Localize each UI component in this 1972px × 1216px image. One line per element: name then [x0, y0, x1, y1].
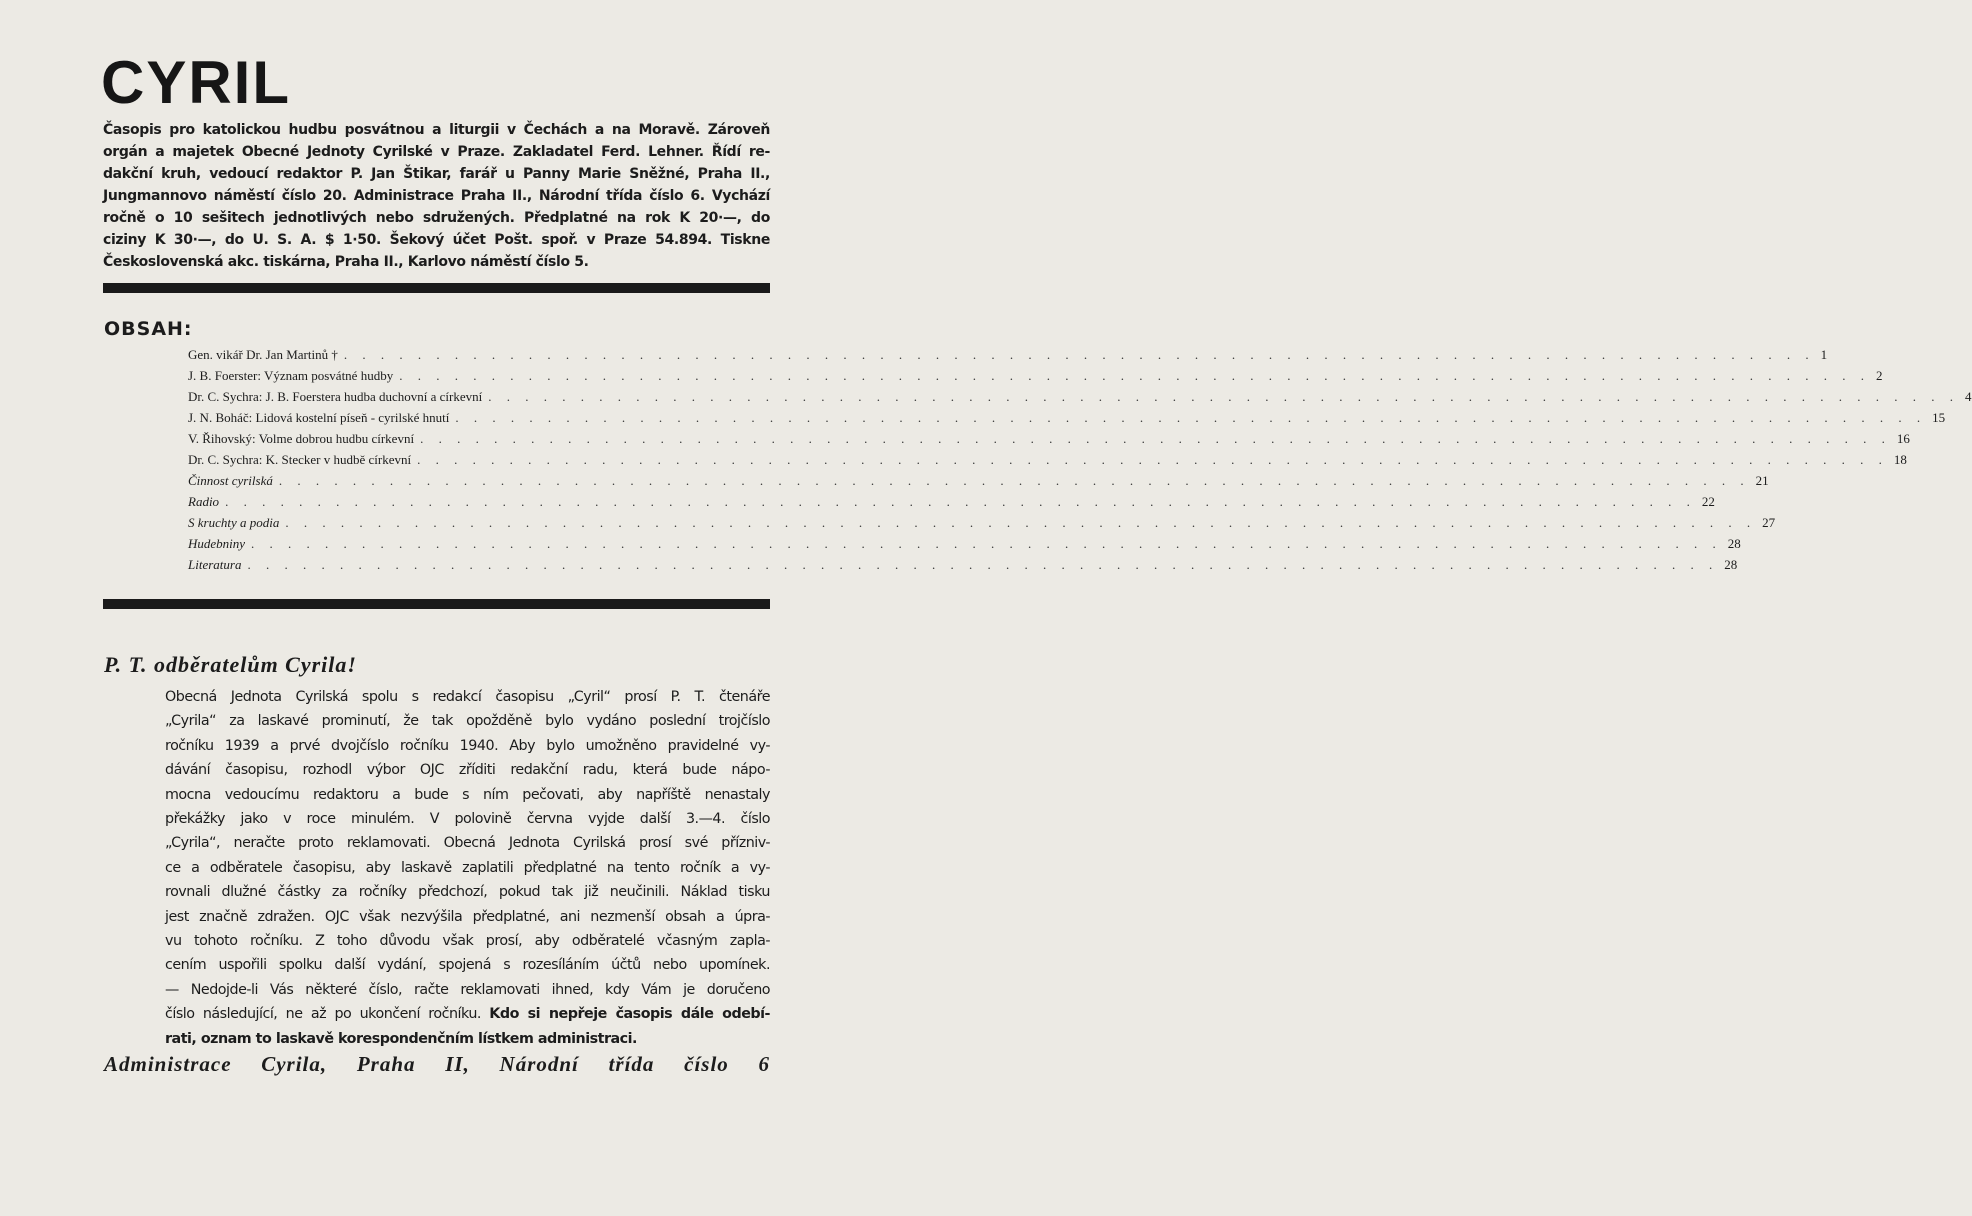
notice-line: rovnali dlužné částky za ročníky předchozí, pokud tak již neučinili. Náklad tisku	[165, 884, 770, 901]
toc-leader-dots: . . . . . . . . . . . . . . . . . . . . . . . . . . . . . . . . . . . . . . . . . . . . . . . . . . . . . . . . . . . . . . . . . . . . . . . . . . . . . . . .	[251, 536, 1722, 551]
masthead-line: orgán a majetek Obecné Jednoty Cyrilské v Praze. Zakladatel Ferd. Lehner. Řídí re-	[103, 144, 770, 160]
divider-bar	[103, 283, 770, 293]
toc-leader-dots: . . . . . . . . . . . . . . . . . . . . . . . . . . . . . . . . . . . . . . . . . . . . . . . . . . . . . . . . . . . . . . . . . . . . . . . . . . . . . . . .	[343, 347, 1815, 362]
toc-entry	[188, 535, 1741, 553]
masthead-line: Jungmannovo náměstí číslo 20. Administrace Praha II., Národní třída číslo 6. Vychází	[103, 188, 770, 204]
notice-line: jest značně zdražen. OJC však nezvýšila předplatné, ani nezmenší obsah a úpra-	[165, 908, 770, 925]
toc-entry	[188, 472, 1769, 490]
toc-page-number: 16	[1896, 431, 1910, 446]
toc-entry-title: Dr. C. Sychra: K. Stecker v hudbě církevní	[188, 452, 412, 467]
toc-entry	[188, 514, 1776, 532]
notice-line: dávání časopisu, rozhodl výbor OJC zříditi redakční radu, která bude nápo-	[165, 762, 770, 779]
toc-entry-title: V. Řihovský: Volme dobrou hudbu církevní	[188, 431, 415, 446]
toc-leader-dots: . . . . . . . . . . . . . . . . . . . . . . . . . . . . . . . . . . . . . . . . . . . . . . . . . . . . . . . . . . . . . . . . . . . . . . . . . . . . . . . .	[455, 410, 1927, 425]
toc-entry	[188, 451, 1907, 469]
masthead-line: dakční kruh, vedoucí redaktor P. Jan Štikar, farář u Panny Marie Sněžné, Praha II.,	[103, 166, 770, 182]
toc-page-number: 27	[1762, 515, 1776, 530]
toc-entry-title: Dr. C. Sychra: J. B. Foerstera hudba duchovní a církevní	[188, 389, 483, 404]
masthead-line: ročně o 10 sešitech jednotlivých nebo sdružených. Předplatné na rok K 20·—, do	[103, 210, 770, 226]
notice-line: překážky jako v roce minulém. V polovině června vyjde další 3.—4. číslo	[165, 811, 770, 827]
toc-leader-dots: . . . . . . . . . . . . . . . . . . . . . . . . . . . . . . . . . . . . . . . . . . . . . . . . . . . . . . . . . . . . . . . . . . . . . . . . . . . . . . . .	[278, 473, 1750, 488]
notice-line: ce a odběratele časopisu, aby laskavě zaplatili předplatné na tento ročník a vy-	[165, 859, 770, 876]
notice-line: cením uspořili spolku další vydání, spojená s rozesíláním účtů nebo upomínek.	[165, 957, 770, 974]
contents-heading: OBSAH:	[104, 318, 193, 340]
toc-entry-title: Hudebniny	[188, 536, 246, 551]
toc-leader-dots: . . . . . . . . . . . . . . . . . . . . . . . . . . . . . . . . . . . . . . . . . . . . . . . . . . . . . . . . . . . . . . . . . . . . . . . . . . . . . . . .	[420, 431, 1891, 446]
notice-line: — Nedojde-li Vás některé číslo, račte reklamovati ihned, kdy Vám je doručeno	[165, 981, 770, 998]
toc-entry	[188, 556, 1738, 574]
notice-line	[165, 1004, 770, 1024]
notice-heading: P. T. odběratelům Cyrila!	[104, 652, 357, 677]
toc-page-number: 1	[1820, 347, 1828, 362]
toc-entry	[188, 346, 1828, 364]
toc-page-number: 4	[1965, 389, 1972, 404]
toc-page-number: 18	[1893, 452, 1907, 467]
masthead-line: ciziny K 30·—, do U. S. A. $ 1·50. Šekový účet Pošt. spoř. v Praze 54.894. Tiskne	[103, 232, 770, 248]
toc-entry	[188, 367, 1883, 385]
notice-line: mocna vedoucímu redaktoru a bude s ním pečovati, aby napříště nenastaly	[165, 786, 770, 803]
toc-page-number: 2	[1875, 368, 1883, 383]
masthead-line: Československá akc. tiskárna, Praha II., Karlovo náměstí číslo 5.	[103, 254, 589, 270]
toc-leader-dots: . . . . . . . . . . . . . . . . . . . . . . . . . . . . . . . . . . . . . . . . . . . . . . . . . . . . . . . . . . . . . . . . . . . . . . . . . . . . . . . .	[285, 515, 1757, 530]
toc-leader-dots: . . . . . . . . . . . . . . . . . . . . . . . . . . . . . . . . . . . . . . . . . . . . . . . . . . . . . . . . . . . . . . . . . . . . . . . . . . . . . . . .	[488, 389, 1959, 404]
notice-line: „Cyrila“ za laskavé prominutí, že tak opožděně bylo vydáno poslední trojčíslo	[165, 713, 770, 730]
toc-entry-title: S kruchty a podia	[188, 515, 280, 530]
toc-page-number: 22	[1701, 494, 1715, 509]
notice-bold-line: rati, oznam to laskavě korespondenčním lístkem administraci.	[165, 1030, 637, 1047]
toc-leader-dots: . . . . . . . . . . . . . . . . . . . . . . . . . . . . . . . . . . . . . . . . . . . . . . . . . . . . . . . . . . . . . . . . . . . . . . . . . . . . . . . .	[225, 494, 1696, 509]
masthead-line: Časopis pro katolickou hudbu posvátnou a liturgii v Čechách a na Moravě. Zároveň	[103, 122, 770, 138]
toc-page-number: 21	[1755, 473, 1769, 488]
toc-entry	[188, 430, 1910, 448]
divider-bar	[103, 599, 770, 609]
toc-entry-title: Činnost cyrilská	[188, 473, 273, 488]
toc-page-number: 28	[1724, 557, 1738, 572]
toc-page-number: 28	[1727, 536, 1741, 551]
magazine-title: CYRIL	[101, 49, 291, 116]
toc-entry-title: J. N. Boháč: Lidová kostelní píseň - cyrilské hnutí	[188, 410, 450, 425]
toc-leader-dots: . . . . . . . . . . . . . . . . . . . . . . . . . . . . . . . . . . . . . . . . . . . . . . . . . . . . . . . . . . . . . . . . . . . . . . . . . . . . . . . .	[417, 452, 1888, 467]
notice-line: „Cyrila“, neračte proto reklamovati. Obecná Jednota Cyrilská prosí své přízniv-	[165, 835, 770, 852]
notice-line: ročníku 1939 a prvé dvojčíslo ročníku 1940. Aby bylo umožněno pravidelné vy-	[165, 737, 770, 754]
notice-line: vu tohoto ročníku. Z toho důvodu však prosí, aby odběratelé včasným zapla-	[165, 933, 770, 949]
notice-line: Obecná Jednota Cyrilská spolu s redakcí časopisu „Cyril“ prosí P. T. čtenáře	[165, 689, 770, 705]
toc-entry-title: Radio	[188, 494, 220, 509]
toc-entry-title: Literatura	[188, 557, 242, 572]
toc-entry	[188, 388, 1972, 406]
toc-leader-dots: . . . . . . . . . . . . . . . . . . . . . . . . . . . . . . . . . . . . . . . . . . . . . . . . . . . . . . . . . . . . . . . . . . . . . . . . . . . . . . . .	[247, 557, 1719, 572]
toc-entry	[188, 409, 1946, 427]
toc-entry-title: J. B. Foerster: Význam posvátné hudby	[188, 368, 394, 383]
notice-text: číslo následující, ne až po ukončení ročníku.	[165, 1006, 490, 1023]
notice-bold-text: Kdo si nepřeje časopis dále odebí-	[489, 1006, 770, 1023]
toc-page-number: 15	[1932, 410, 1946, 425]
toc-leader-dots: . . . . . . . . . . . . . . . . . . . . . . . . . . . . . . . . . . . . . . . . . . . . . . . . . . . . . . . . . . . . . . . . . . . . . . . . . . . . . . . .	[399, 368, 1870, 383]
toc-entry-title: Gen. vikář Dr. Jan Martinů †	[188, 347, 338, 362]
footer-address: Administrace Cyrila, Praha II, Národní třída číslo 6	[104, 1052, 770, 1076]
toc-entry	[188, 493, 1715, 511]
